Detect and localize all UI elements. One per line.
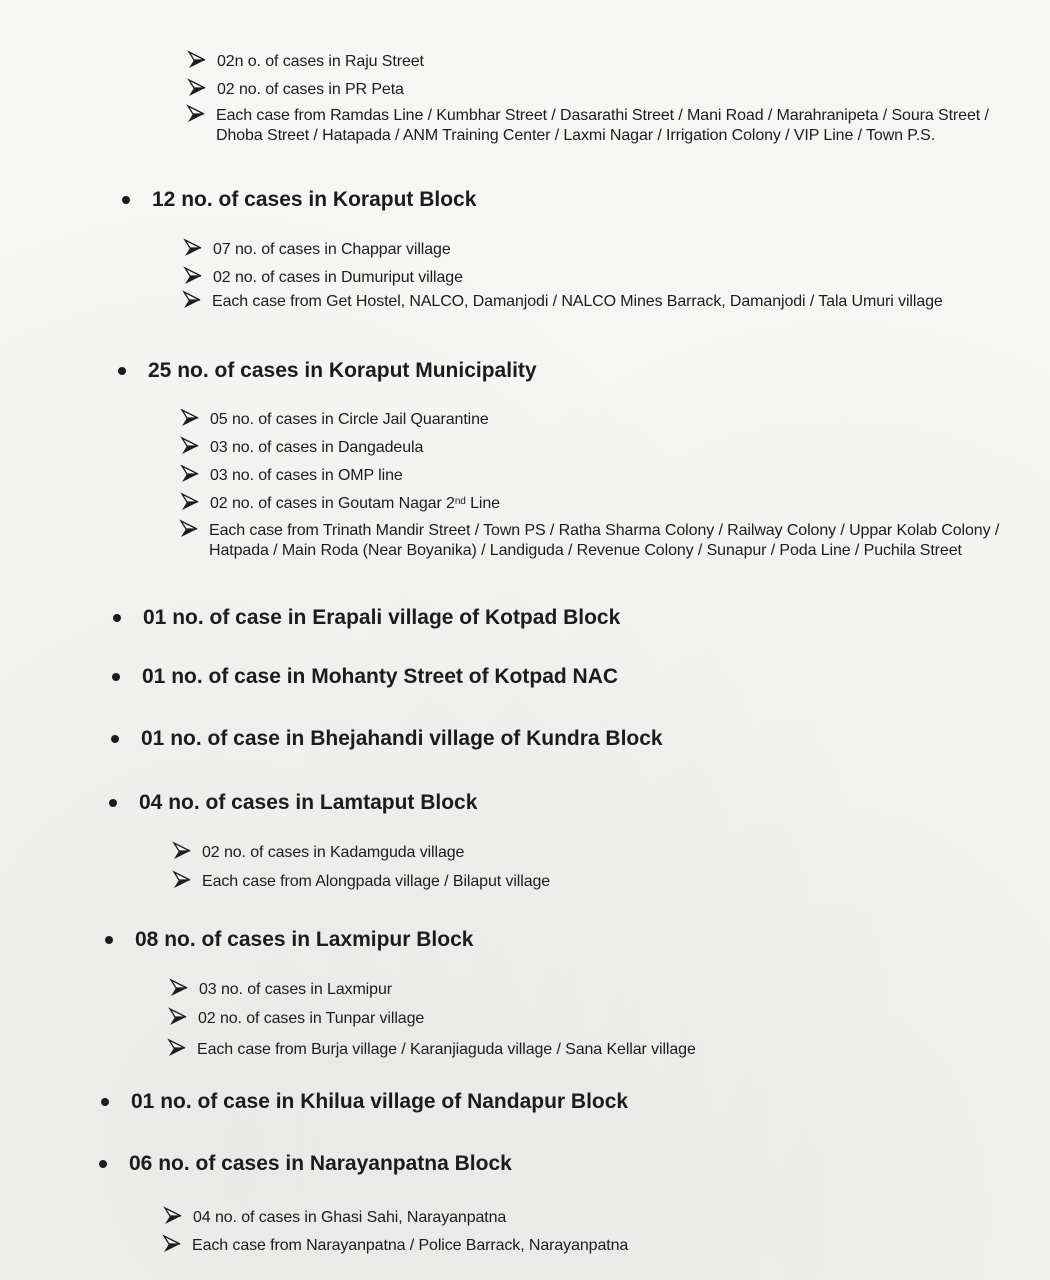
bullet-icon <box>113 614 121 622</box>
arrow-bullet-icon <box>186 104 206 124</box>
list-item: Each case from Narayanpatna / Police Barrack, Narayanpatna <box>192 1236 628 1256</box>
arrow-bullet-icon <box>172 870 192 890</box>
list-item: 07 no. of cases in Chappar village <box>213 240 451 260</box>
list-item: 02 no. of cases in Kadamguda village <box>202 843 464 863</box>
list-item: 03 no. of cases in Dangadeula <box>210 438 423 458</box>
section-heading: 06 no. of cases in Narayanpatna Block <box>129 1151 512 1177</box>
arrow-bullet-icon <box>179 519 199 539</box>
list-item: 03 no. of cases in Laxmipur <box>199 980 392 1000</box>
arrow-bullet-icon <box>180 436 200 456</box>
list-item: Each case from Trinath Mandir Street / Town PS / Ratha Sharma Colony / Railway Colony / Uppar Kolab Colony / Hatpada / Main Roda (Near Boyanika) / Landiguda / Revenue Colony / Sunapur / Poda Line / Puchila Street <box>209 521 1019 561</box>
list-item: 03 no. of cases in OMP line <box>210 466 403 486</box>
list-item: 02 no. of cases in Tunpar village <box>198 1009 424 1029</box>
list-item: 02n o. of cases in Raju Street <box>217 52 424 72</box>
list-item: Each case from Burja village / Karanjiaguda village / Sana Kellar village <box>197 1040 696 1060</box>
arrow-bullet-icon <box>187 78 207 98</box>
arrow-bullet-icon <box>172 841 192 861</box>
arrow-bullet-icon <box>162 1234 182 1254</box>
arrow-bullet-icon <box>168 1007 188 1027</box>
bullet-icon <box>99 1160 107 1168</box>
bullet-icon <box>105 936 113 944</box>
list-item: Each case from Get Hostel, NALCO, Damanjodi / NALCO Mines Barrack, Damanjodi / Tala Umuri village <box>212 292 1012 312</box>
list-item: Each case from Alongpada village / Bilaput village <box>202 872 550 892</box>
arrow-bullet-icon <box>187 50 207 70</box>
list-item: Each case from Ramdas Line / Kumbhar Street / Dasarathi Street / Mani Road / Marahranipeta / Soura Street / Dhoba Street / Hatapada / ANM Training Center / Laxmi Nagar / Irrigation Colony / VIP Line / Town P.S. <box>216 106 991 146</box>
section-heading: 12 no. of cases in Koraput Block <box>152 187 476 213</box>
arrow-bullet-icon <box>167 1038 187 1058</box>
arrow-bullet-icon <box>180 464 200 484</box>
section-heading: 04 no. of cases in Lamtaput Block <box>139 790 477 816</box>
bullet-icon <box>111 735 119 743</box>
arrow-bullet-icon <box>182 290 202 310</box>
bullet-icon <box>122 196 130 204</box>
bullet-icon <box>112 673 120 681</box>
arrow-bullet-icon <box>169 978 189 998</box>
section-heading: 25 no. of cases in Koraput Municipality <box>148 358 537 384</box>
list-item: 04 no. of cases in Ghasi Sahi, Narayanpatna <box>193 1208 506 1228</box>
list-item: 05 no. of cases in Circle Jail Quarantine <box>210 410 489 430</box>
arrow-bullet-icon <box>180 408 200 428</box>
section-heading: 01 no. of case in Khilua village of Nandapur Block <box>131 1089 628 1115</box>
section-heading: 01 no. of case in Erapali village of Kotpad Block <box>143 605 620 631</box>
section-heading: 08 no. of cases in Laxmipur Block <box>135 927 473 953</box>
section-heading: 01 no. of case in Mohanty Street of Kotpad NAC <box>142 664 618 690</box>
arrow-bullet-icon <box>183 238 203 258</box>
arrow-bullet-icon <box>180 492 200 512</box>
bullet-icon <box>109 799 117 807</box>
list-item: 02 no. of cases in PR Peta <box>217 80 404 100</box>
bullet-icon <box>101 1098 109 1106</box>
bullet-icon <box>118 367 126 375</box>
arrow-bullet-icon <box>183 266 203 286</box>
list-item: 02 no. of cases in Dumuriput village <box>213 268 463 288</box>
arrow-bullet-icon <box>163 1206 183 1226</box>
section-heading: 01 no. of case in Bhejahandi village of Kundra Block <box>141 726 663 752</box>
list-item: 02 no. of cases in Goutam Nagar 2nd Line <box>210 494 500 514</box>
